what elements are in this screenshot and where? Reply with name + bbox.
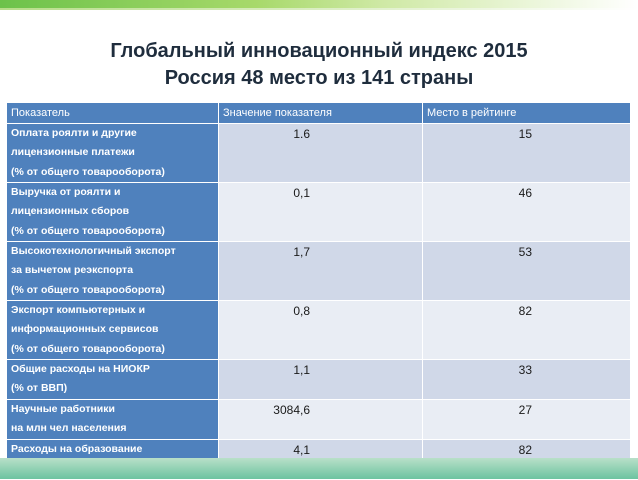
row-value: 3084,6 — [219, 400, 423, 440]
table-row — [7, 183, 631, 242]
slide-title-line-2: Россия 48 место из 141 страны — [164, 67, 474, 89]
table-row — [7, 242, 631, 301]
row-label-line: Расходы на образование — [11, 443, 143, 455]
row-label-line: Выручка от роялти и — [11, 186, 121, 198]
row-rank: 46 — [423, 183, 631, 242]
top-decorative-line — [0, 8, 638, 10]
row-label-line: Высокотехнологичный экспорт — [11, 245, 176, 257]
slide-title — [0, 38, 638, 92]
row-label-line: лицензионных сборов — [11, 205, 130, 218]
row-value: 1,7 — [219, 242, 423, 301]
row-label-line: информационных сервисов — [11, 323, 159, 336]
bottom-decorative-wave — [0, 458, 638, 479]
table-row — [7, 360, 631, 400]
header-rank: Место в рейтинге — [423, 103, 631, 124]
row-label-line: (% от ВВП) — [11, 382, 68, 395]
slide-title-line-1: Глобальный инновационный индекс 2015 — [110, 40, 528, 62]
table-row — [7, 301, 631, 360]
table-header-row — [7, 103, 631, 124]
row-rank: 82 — [423, 440, 631, 480]
row-value: 4,1 — [219, 440, 423, 480]
row-value: 1.6 — [219, 124, 423, 183]
row-value: 1,1 — [219, 360, 423, 400]
row-label-line: Оплата роялти и другие — [11, 127, 137, 139]
row-rank: 15 — [423, 124, 631, 183]
row-label — [7, 400, 219, 440]
row-rank: 27 — [423, 400, 631, 440]
row-rank: 82 — [423, 301, 631, 360]
row-value: 0,8 — [219, 301, 423, 360]
row-label-line: (% от общего товарооборота) — [11, 224, 165, 237]
row-label-line: (% от общего товарооборота) — [11, 283, 165, 296]
header-value: Значение показателя — [219, 103, 423, 124]
top-decorative-stripe — [0, 0, 638, 8]
row-label — [7, 183, 219, 242]
row-label — [7, 360, 219, 400]
row-label-line: (% от общего товарооборота) — [11, 342, 165, 355]
row-label — [7, 124, 219, 183]
row-label-line: Общие расходы на НИОКР — [11, 363, 150, 375]
row-label-line: на млн чел населения — [11, 422, 127, 435]
header-indicator: Показатель — [7, 103, 219, 124]
row-label — [7, 242, 219, 301]
row-label-line: Научные работники — [11, 403, 115, 415]
row-label — [7, 301, 219, 360]
row-label-line: (% от общего товарооборота) — [11, 165, 165, 178]
row-label-line: Экспорт компьютерных и — [11, 304, 146, 316]
row-rank: 53 — [423, 242, 631, 301]
row-label-line: за вычетом реэкспорта — [11, 264, 134, 277]
row-value: 0,1 — [219, 183, 423, 242]
row-rank: 33 — [423, 360, 631, 400]
innovation-index-table — [6, 102, 631, 480]
row-label-line: лицензионные платежи — [11, 146, 135, 159]
table-row — [7, 400, 631, 440]
table-row — [7, 124, 631, 183]
